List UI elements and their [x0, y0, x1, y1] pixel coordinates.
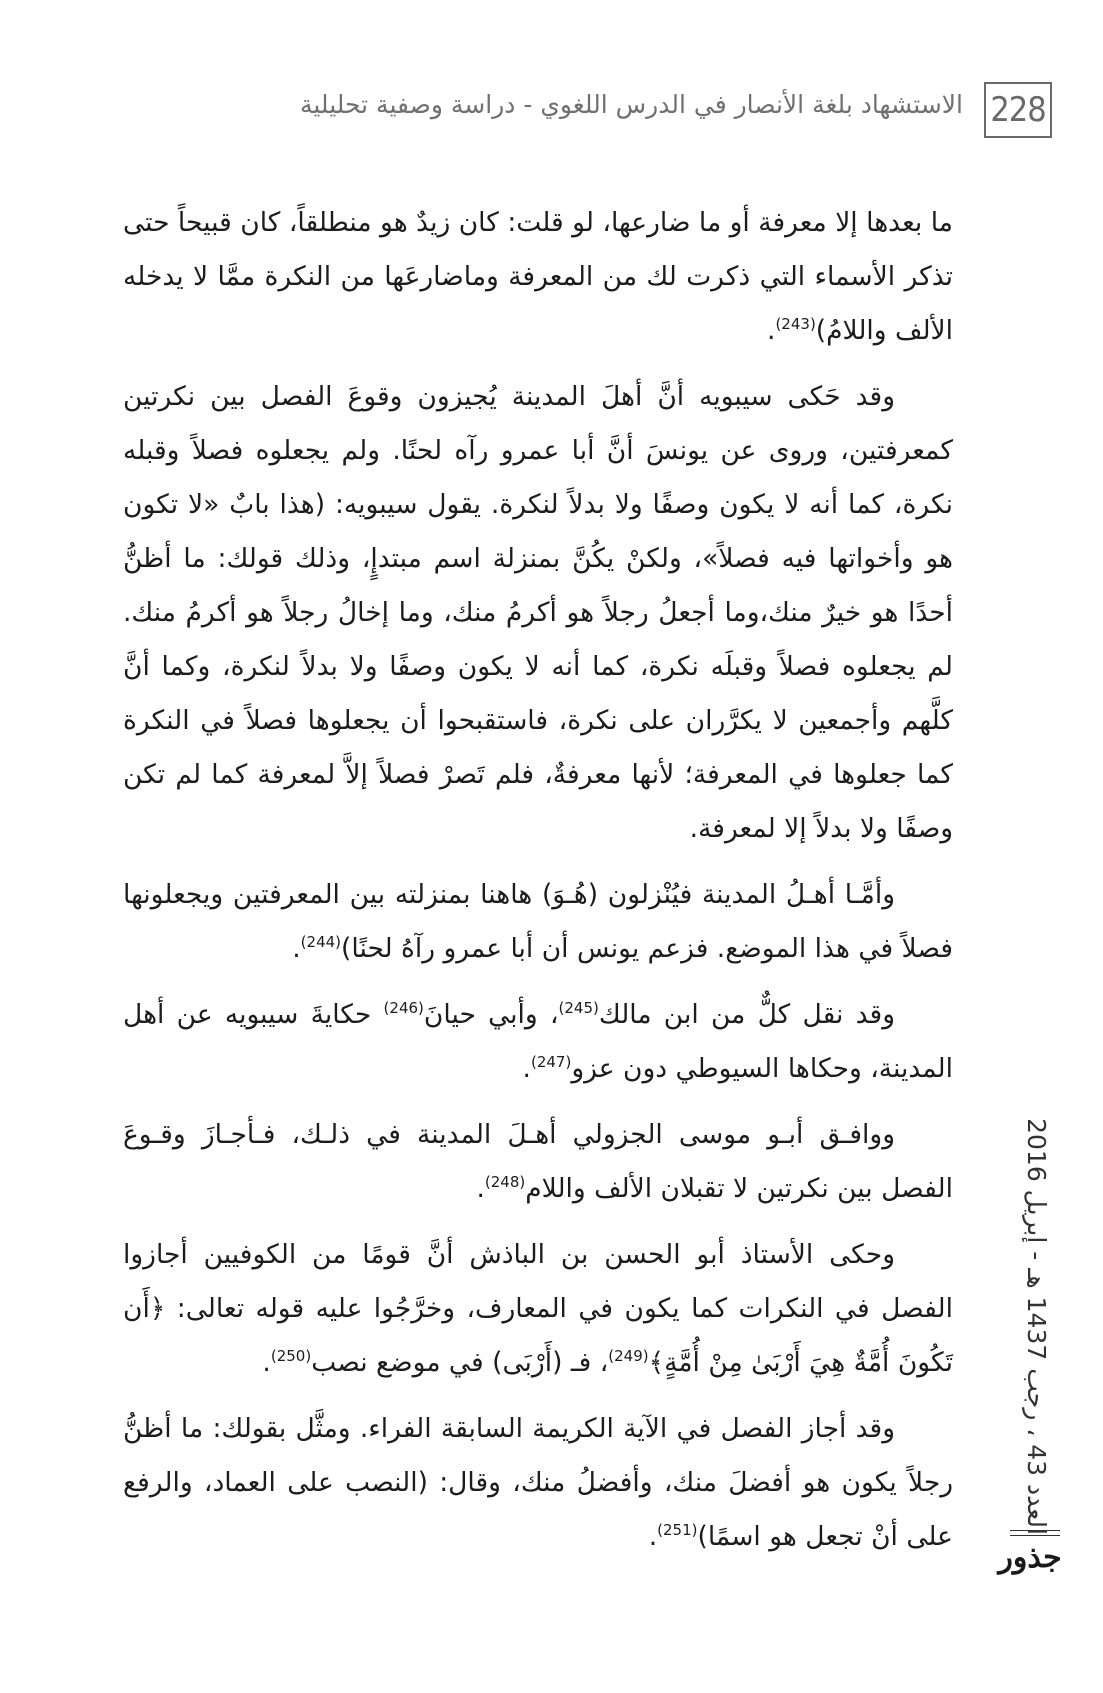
- page-number: 228: [984, 82, 1052, 138]
- footnote-ref: (243): [775, 315, 816, 333]
- paragraph-text: .: [522, 1053, 531, 1084]
- paragraph-text: حكايةَ سيبويه عن أهل المدينة، وحكاها السيوطي دون عزو: [123, 999, 953, 1084]
- paragraph: [123, 868, 953, 976]
- paragraph: [123, 1402, 953, 1564]
- paragraph-text: .: [292, 933, 301, 964]
- issue-info-text: العدد 43 ، رجب 1437 هـ - إبريل 2016: [1021, 1117, 1051, 1535]
- footnote-ref: (249): [608, 1347, 649, 1365]
- paragraph-text: .: [476, 1173, 485, 1204]
- paragraph: [123, 1228, 953, 1390]
- paragraph-text: ووافـق أبـو موسى الجزولي أهـلَ المدينة في ذلـك، فـأجـازَ وقـوعَ الفصل بين نكرتين لا تقبلان الألف واللام: [123, 1119, 953, 1204]
- quran-quote: ﴿أَن تَكُونَ أُمَّةٌ هِيَ أَرْبَىٰ مِنْ أُمَّةٍ﴾: [123, 1293, 953, 1378]
- issue-info: [1016, 1117, 1056, 1535]
- running-header-title: الاستشهاد بلغة الأنصار في الدرس اللغوي - دراسة وصفية تحليلية: [299, 90, 963, 119]
- paragraph: [123, 1108, 953, 1216]
- paragraph-text: وأمَّـا أهـلُ المدينة فيُنْزلون (هُـوَ) هاهنا بمنزلته بين المعرفتين ويجعلونها فصلاً في هذا الموضع. فزعم يونس أن أبا عمرو رآهُ لحنًا): [123, 879, 953, 964]
- paragraph-text: ، فـ (أَرْبَى) في موضع نصب: [311, 1347, 609, 1378]
- paragraph-text: وحكى الأستاذ أبو الحسن بن الباذش أنَّ قومًا من الكوفيين أجازوا الفصل في النكرات كما يكون في المعارف، وخرَّجُوا عليه قوله تعالى:: [123, 1239, 953, 1324]
- paragraph-text: وقد أجاز الفصل في الآية الكريمة السابقة الفراء. ومثَّل بقولك: ما أظنُّ رجلاً يكون هو أفضلَ منك، وأفضلُ منك، وقال: (النصب على العماد، والرفع على أنْ تجعل هو اسمًا): [123, 1413, 953, 1552]
- footnote-ref: (245): [558, 999, 599, 1017]
- paragraph-text: وقد حَكى سيبويه أنَّ أهلَ المدينة يُجيزون وقوعَ الفصل بين نكرتين كمعرفتين، وروى عن يونسَ أنَّ أبا عمرو رآه لحنًا. ولم يجعلوه فصلاً وقبله نكرة، كما أنه لا يكون وصفًا ولا بدلاً لنكرة. يقول سيبويه: (هذا بابٌ «لا تكون هو وأخواتها فيه فصلاً»، ولكنْ يكُنَّ بمنزلة اسم مبتدإٍ، وذلك قولك: ما أظنُّ أحدًا هو خيرٌ منك،وما أجعلُ رجلاً هو أكرمُ منك، وما إخالُ رجلاً هو أكرمُ منك. لم يجعلوه فصلاً وقبلَه نكرة، كما أنه لا يكون وصفًا ولا بدلاً لنكرة، وكما أنَّ كلَّهم وأجمعين لا يكرَّران على نكرة، فاستقبحوا أن يجعلوها فصلاً في النكرة كما جعلوها في المعرفة؛ لأنها معرفةٌ، فلم تَصرْ فصلاً إلاَّ لمعرفة كما لم تكن وصفًا ولا بدلاً إلا لمعرفة.: [123, 381, 953, 844]
- paragraph-text: .: [648, 1521, 658, 1552]
- paragraph: [123, 988, 953, 1096]
- paragraph: [123, 370, 953, 856]
- paragraph-text: ما بعدها إلا معرفة أو ما ضارعها، لو قلت: كان زيدٌ هو منطلقاً، كان قبيحاً حتى تذكر الأسماء التي ذكرت لك من المعرفة وماضارعَها من النكرة ممَّا لا يدخله الألف واللامُ): [123, 207, 953, 346]
- paragraph-text: ، وأبي حيانَ: [423, 999, 559, 1030]
- paragraph-text: وقد نقل كلٌّ من ابن مالك: [598, 999, 896, 1030]
- journal-logo: جذور: [998, 1540, 1062, 1575]
- footnote-ref: (246): [383, 999, 424, 1017]
- article-body: [123, 196, 953, 1576]
- footnote-ref: (247): [530, 1053, 572, 1071]
- footnote-ref: (248): [484, 1173, 526, 1191]
- side-divider: [1010, 1530, 1060, 1536]
- footnote-ref: (251): [657, 1521, 698, 1539]
- footnote-ref: (244): [300, 933, 342, 951]
- footnote-ref: (250): [270, 1347, 312, 1365]
- paragraph-text: .: [262, 1347, 271, 1378]
- paragraph-text: .: [767, 315, 776, 346]
- paragraph: [123, 196, 953, 358]
